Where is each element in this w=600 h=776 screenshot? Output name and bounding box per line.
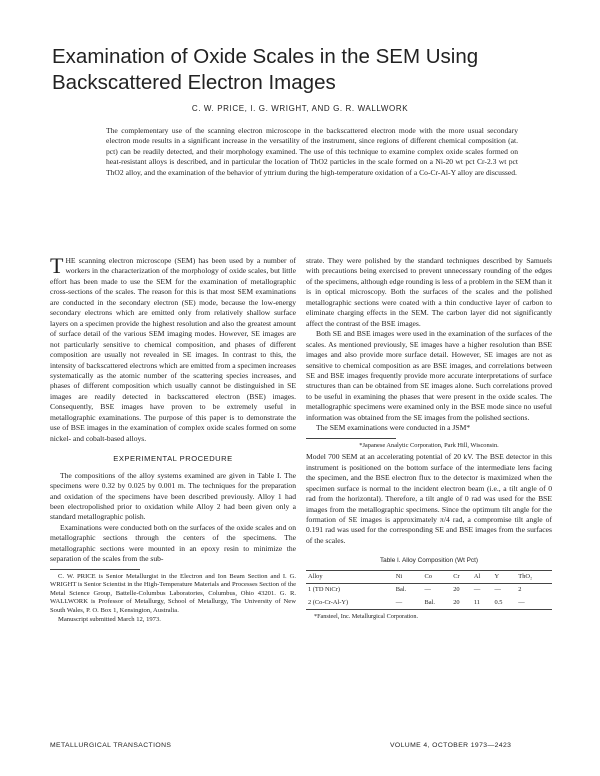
table-header-cell: Y (494, 572, 500, 580)
table-cell: — (395, 598, 403, 606)
author-footnote: C. W. PRICE is Senior Metallurgist in the Electron and Ion Beam Section and I. G. WRIGHT is Senior Scientist in the High-Temperature Materials and Processes Section of the Metal Science Group, Battelle-Columbus Laboratories, Columbus, Ohio 43201. G. R. WALLWORK is Professor of Metallurgy, School of Metallurgy, The University of New South Wales, P. O. Box 1, Kensington, Australia. (50, 572, 296, 615)
intro-text: HE scanning electron microscope (SEM) has been used by a number of workers in the characterization of the morphology of oxide scales, but little effort has been made to use the SEM for the examination of metallographic cross-sections of the scales. The reason for this is that most SEM examinations are conducted in the secondary electron (SE) mode, because the low-energy secondary electrons which are emitted only from relatively shallow surface layers on a specimen provide the highest resolution and also the greatest amount of surface detail of the various SEM imaging modes. However, SE images are not particularly sensitive to chemical composition, and phases of different composition are usually not revealed in SE images. In contrast to this, the intensity of backscattered electrons which are emitted from a specimen increases systematically as the atomic number of the scattering species increases, and phases of different composition which usually cannot be distinguished in SE images are readily detected in backscattered electron (BSE) images. Consequently, BSE images have proven to be extremely useful in metallographic examinations. The purpose of this paper is to demonstrate the use of BSE images in the examination of complex oxide scales formed on some nickel- and cobalt-based alloys. (50, 256, 296, 443)
manuscript-date: Manuscript submitted March 12, 1973. (58, 615, 161, 623)
experimental-paragraph-2: Examinations were conducted both on the surfaces of the oxide scales and on metallographic sections through the centers of the specimens. The metallographic sections were mounted in an epoxy resin to minimize the separation of the scales from the sub- (50, 522, 296, 564)
author-list: C. W. PRICE, I. G. WRIGHT, AND G. R. WALLWORK (191, 104, 409, 113)
right-paragraph-2: Both SE and BSE images were used in the examination of the surfaces of the scales. As mentioned previously, SE images have a higher resolution than BSE images and also provide more surface detail. However, SE images are not as sensitive to chemical composition as are BSE images, and correlations between SE and BSE images frequently provide more accurate interpretations of surface structures than can be obtained from SE images alone. Such correlations proved to be useful in examining the phases that were present in the oxide scales. The metallographic specimens were examined only in the BSE mode since no useful information was obtained from the SE images from the polished sections. (306, 329, 552, 422)
table-cell: — (473, 586, 481, 594)
table-title: Table I. Alloy Composition (Wt Pct) (379, 557, 479, 565)
journal-name-footer: METALLURGICAL TRANSACTIONS (50, 742, 172, 749)
table-header-cell: Ni (395, 572, 403, 580)
table-footnote: *Fansteel, Inc. Metallurgical Corporation. (314, 613, 419, 621)
table-cell: Bal. (424, 598, 435, 606)
left-column (50, 253, 296, 624)
volume-page-footer: VOLUME 4, OCTOBER 1973—2423 (390, 742, 512, 749)
table-row (306, 584, 552, 597)
drop-cap: T (50, 253, 64, 278)
right-paragraph-3: The SEM examinations were conducted in a JSM* (316, 423, 471, 433)
experimental-paragraph-1: The compositions of the alloy systems examined are given in Table I. The specimens were 0.32 by 0.025 by 0.001 m. The techniques for the preparation and oxidation of the specimens have been described previously. Alloy 1 had been electropolished prior to oxidation while Alloy 2 had been given only a standard metallographic polish. (50, 470, 296, 522)
table-cell: 1 (TD NiCr) (308, 586, 340, 594)
table-cell: 20 (453, 598, 460, 606)
table-header-cell: Co (424, 572, 432, 580)
table-cell: — (494, 586, 501, 594)
paper-title: Examination of Oxide Scales in the SEM Using Backscattered Electron Images (52, 45, 479, 94)
intro-paragraph (50, 253, 296, 444)
table-cell: — (518, 598, 525, 606)
table-cell: 11 (473, 598, 480, 606)
abstract: The complementary use of the scanning electron microscope in the backscattered electron mode with the more usual secondary electron mode results in a significant increase in the versatility of the instrument, since regions of different chemical composition (at. pct) can be readily detected, and their morphology examined. The use of this technique to examine complex oxide scales formed on heat-resistant alloys is described, and in particular the location of ThO2 particles in the scale formed on a Ni-20 wt pct Cr-2.3 wt pct ThO2 alloy, and the examination of the behavior of yttrium during the high-temperature oxidation of a Co-Cr-Al-Y alloy are discussed. (106, 126, 518, 177)
section-heading-experimental: EXPERIMENTAL PROCEDURE (113, 454, 233, 464)
table-header-cell: Al (473, 572, 481, 580)
table-row (306, 597, 552, 610)
table-cell: 2 (Co-Cr-Al-Y) (308, 598, 349, 606)
table-header-cell: Alloy (308, 572, 323, 580)
footnote-divider (306, 438, 396, 439)
table-cell: 2 (518, 586, 522, 594)
table-cell: 0.5 (494, 598, 503, 606)
table-header-cell: ThO₂ (518, 572, 533, 580)
table-cell: Bal. (395, 586, 407, 594)
composition-table (306, 570, 552, 610)
right-column (306, 256, 552, 623)
manufacturer-footnote: *Japanese Analytic Corporation, Park Hill, Wisconsin. (359, 441, 499, 449)
table-header-row (306, 570, 552, 583)
table-cell: 20 (453, 586, 460, 594)
right-paragraph-4: Model 700 SEM at an accelerating potential of 20 kV. The BSE detector in this instrument is positioned on the bottom surface of the intermediate lens facing the specimen, and the BSE electron flux to the detector is maximized when the specimen surface is normal to the incident electron beam (i.e., a tilt angle of 0 rad from the horizontal). Therefore, a tilt angle of 0 rad was used for the BSE images from the metallographic specimens. Since the optimum tilt angle for the formation of SE images is approximately π/4 rad, a compromise tilt angle of 0.191 rad was used for the corresponding SE and BSE images from the surfaces of the scales. (306, 452, 552, 545)
right-paragraph-1: strate. They were polished by the standard techniques described by Samuels with precautions being exercised to prevent unnecessary rounding of the edges of the specimens, although edge rounding is less of a problem in the SEM than it is in optical microscopy. Both the surfaces of the scales and the polished metallographic sections were coated with a thin conductive layer of carbon to eliminate charging effects in the SEM. The carbon layer did not significantly affect the contrast of the BSE images. (306, 256, 552, 328)
footnote-divider (50, 569, 140, 570)
table-header-cell: Cr (453, 572, 460, 580)
table-cell: — (424, 586, 431, 594)
